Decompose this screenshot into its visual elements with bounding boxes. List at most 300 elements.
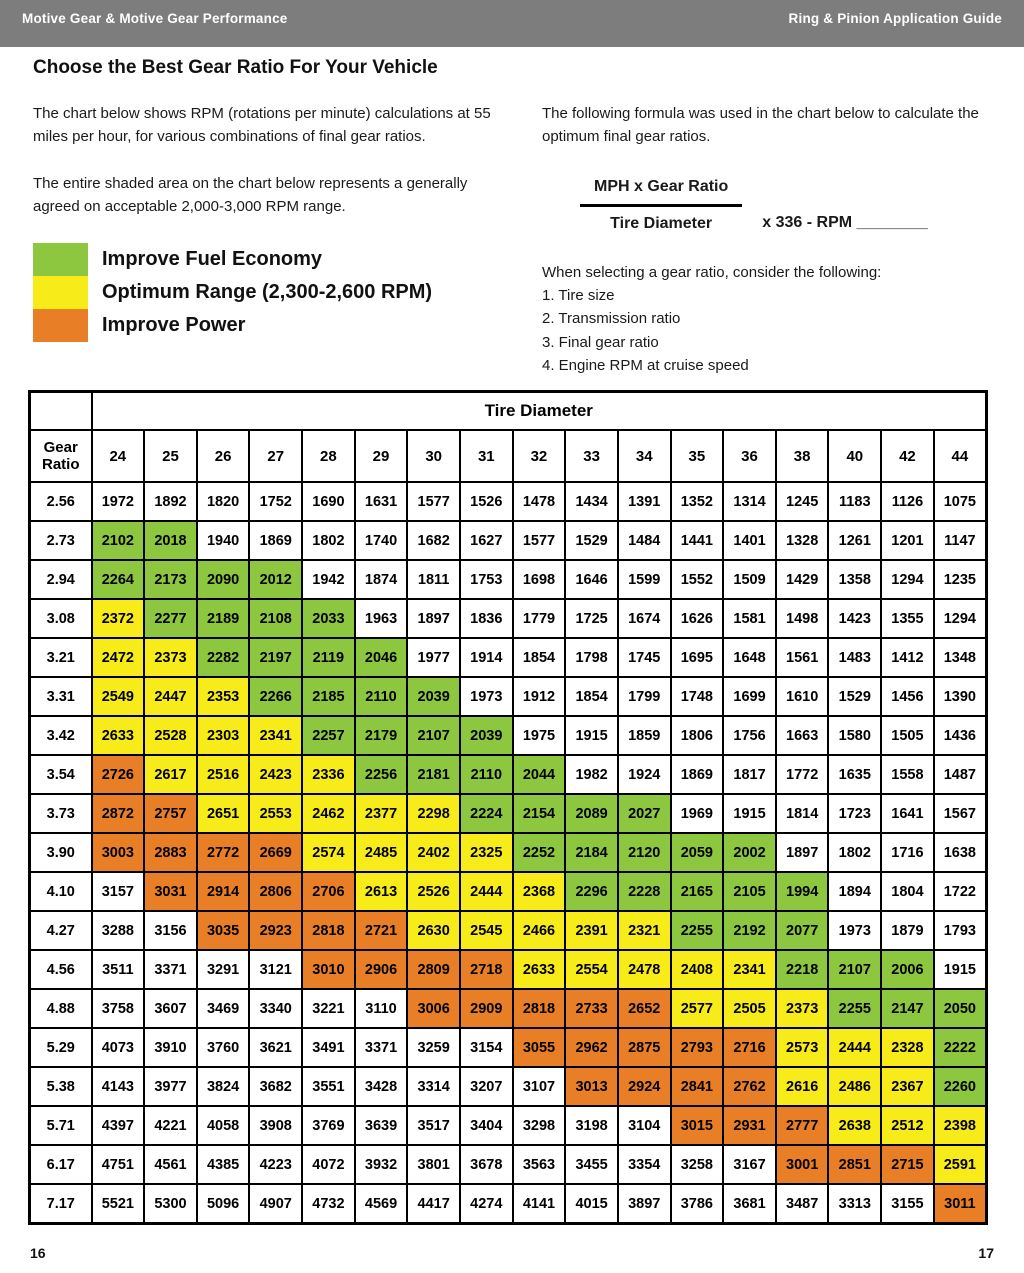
- considerations-list: [542, 284, 994, 377]
- gear-ratio-cell: 3.73: [30, 794, 92, 833]
- rpm-cell: 3207: [460, 1067, 513, 1106]
- rpm-cell: 2255: [828, 989, 881, 1028]
- rpm-cell: 2224: [460, 794, 513, 833]
- rpm-cell: 2179: [355, 716, 408, 755]
- rpm-cell: 4569: [355, 1184, 408, 1224]
- rpm-cell: 2336: [302, 755, 355, 794]
- rpm-cell: 2462: [302, 794, 355, 833]
- rpm-cell: 1756: [723, 716, 776, 755]
- gear-ratio-cell: 4.27: [30, 911, 92, 950]
- rpm-cell: 3371: [355, 1028, 408, 1067]
- rpm-cell: 2577: [671, 989, 724, 1028]
- rpm-cell: 3681: [723, 1184, 776, 1224]
- rpm-cell: 3156: [144, 911, 197, 950]
- rpm-cell: 3621: [249, 1028, 302, 1067]
- formula-column: [542, 103, 994, 377]
- rpm-cell: 2809: [407, 950, 460, 989]
- rpm-cell: 2298: [407, 794, 460, 833]
- rpm-cell: 2181: [407, 755, 460, 794]
- rpm-cell: 2591: [934, 1145, 987, 1184]
- rpm-cell: 1963: [355, 599, 408, 638]
- rpm-cell: 2039: [460, 716, 513, 755]
- rpm-cell: 2408: [671, 950, 724, 989]
- rpm-cell: 1075: [934, 482, 987, 521]
- gear-ratio-cell: 4.88: [30, 989, 92, 1028]
- rpm-cell: 1682: [407, 521, 460, 560]
- rpm-cell: 1328: [776, 521, 829, 560]
- rpm-cell: 1973: [828, 911, 881, 950]
- rpm-cell: 1526: [460, 482, 513, 521]
- rpm-cell: 3371: [144, 950, 197, 989]
- rpm-cell: 2222: [934, 1028, 987, 1067]
- rpm-cell: 1627: [460, 521, 513, 560]
- rpm-cell: 1699: [723, 677, 776, 716]
- rpm-cell: 1648: [723, 638, 776, 677]
- consideration-item: 4. Engine RPM at cruise speed: [542, 356, 749, 374]
- rpm-cell: 2059: [671, 833, 724, 872]
- rpm-cell: 3354: [618, 1145, 671, 1184]
- tire-diameter-header: Tire Diameter: [92, 392, 987, 431]
- rpm-cell: 4223: [249, 1145, 302, 1184]
- gear-ratio-formula: [580, 175, 994, 237]
- rpm-cell: 1869: [671, 755, 724, 794]
- rpm-cell: 2512: [881, 1106, 934, 1145]
- tire-diameter-col-28: 28: [302, 430, 355, 482]
- rpm-cell: 1894: [828, 872, 881, 911]
- rpm-cell: 3313: [828, 1184, 881, 1224]
- rpm-cell: 5096: [197, 1184, 250, 1224]
- rpm-cell: 1698: [513, 560, 566, 599]
- rpm-cell: 4751: [92, 1145, 145, 1184]
- rpm-cell: 1577: [513, 521, 566, 560]
- rpm-cell: 2197: [249, 638, 302, 677]
- rpm-cell: 2277: [144, 599, 197, 638]
- rpm-cell: 2651: [197, 794, 250, 833]
- rpm-cell: 2909: [460, 989, 513, 1028]
- rpm-cell: 4058: [197, 1106, 250, 1145]
- rpm-cell: 5521: [92, 1184, 145, 1224]
- rpm-cell: 3110: [355, 989, 408, 1028]
- page-number-right: 17: [978, 1245, 994, 1261]
- rpm-cell: 3013: [565, 1067, 618, 1106]
- page-number-left: 16: [30, 1245, 46, 1261]
- table-row: [30, 1067, 987, 1106]
- rpm-cell: 2423: [249, 755, 302, 794]
- rpm-cell: 1722: [934, 872, 987, 911]
- rpm-cell: 1631: [355, 482, 408, 521]
- rpm-cell: 1390: [934, 677, 987, 716]
- rpm-cell: 3291: [197, 950, 250, 989]
- rpm-cell: 1854: [565, 677, 618, 716]
- rpm-cell: 1977: [407, 638, 460, 677]
- rpm-cell: 1401: [723, 521, 776, 560]
- rpm-cell: 3001: [776, 1145, 829, 1184]
- rpm-cell: 2189: [197, 599, 250, 638]
- gear-ratio-cell: 2.73: [30, 521, 92, 560]
- rpm-cell: 1772: [776, 755, 829, 794]
- rpm-cell: 3977: [144, 1067, 197, 1106]
- rpm-cell: 2002: [723, 833, 776, 872]
- formula-fraction: [580, 175, 742, 237]
- rpm-cell: 1836: [460, 599, 513, 638]
- rpm-cell: 1982: [565, 755, 618, 794]
- rpm-cell: 3107: [513, 1067, 566, 1106]
- rpm-cell: 2256: [355, 755, 408, 794]
- rpm-cell: 2931: [723, 1106, 776, 1145]
- rpm-cell: 3011: [934, 1184, 987, 1224]
- legend-item: [33, 243, 432, 276]
- rpm-cell: 1358: [828, 560, 881, 599]
- rpm-cell: 2105: [723, 872, 776, 911]
- rpm-cell: 2165: [671, 872, 724, 911]
- header-left-title: Motive Gear & Motive Gear Performance: [22, 11, 288, 26]
- rpm-cell: 2818: [513, 989, 566, 1028]
- gear-ratio-cell: 4.56: [30, 950, 92, 989]
- rpm-cell: 2107: [407, 716, 460, 755]
- gear-ratio-cell: 6.17: [30, 1145, 92, 1184]
- rpm-cell: 3786: [671, 1184, 724, 1224]
- rpm-cell: 2526: [407, 872, 460, 911]
- rpm-cell: 2120: [618, 833, 671, 872]
- rpm-cell: 2039: [407, 677, 460, 716]
- rpm-cell: 1663: [776, 716, 829, 755]
- page-header-bar: [0, 0, 1024, 47]
- rpm-cell: 2466: [513, 911, 566, 950]
- table-row: [30, 755, 987, 794]
- rpm-cell: 2447: [144, 677, 197, 716]
- rpm-cell: 4072: [302, 1145, 355, 1184]
- rpm-cell: 2185: [302, 677, 355, 716]
- rpm-cell: 1975: [513, 716, 566, 755]
- rpm-cell: 2906: [355, 950, 408, 989]
- gear-ratio-considerations: [542, 261, 994, 377]
- intro-paragraph-1: The chart below shows RPM (rotations per minute) calculations at 55 miles per hour, for various combinations of final gear ratios.: [33, 105, 491, 145]
- gear-ratio-cell: 5.29: [30, 1028, 92, 1067]
- rpm-cell: 3221: [302, 989, 355, 1028]
- rpm-cell: 2372: [92, 599, 145, 638]
- rpm-cell: 1126: [881, 482, 934, 521]
- rpm-cell: 2119: [302, 638, 355, 677]
- rpm-cell: 2505: [723, 989, 776, 1028]
- rpm-cell: 1314: [723, 482, 776, 521]
- rpm-cell: 2373: [776, 989, 829, 1028]
- rpm-cell: 2325: [460, 833, 513, 872]
- rpm-cell: 1635: [828, 755, 881, 794]
- rpm-cell: 3003: [92, 833, 145, 872]
- rpm-cell: 1429: [776, 560, 829, 599]
- legend-label: Optimum Range (2,300-2,600 RPM): [102, 281, 433, 303]
- rpm-cell: 3639: [355, 1106, 408, 1145]
- rpm-cell: 2184: [565, 833, 618, 872]
- rpm-cell: 3167: [723, 1145, 776, 1184]
- rpm-cell: 1567: [934, 794, 987, 833]
- rpm-cell: 1793: [934, 911, 987, 950]
- rpm-cell: 2018: [144, 521, 197, 560]
- rpm-cell: 3551: [302, 1067, 355, 1106]
- rpm-cell: 2726: [92, 755, 145, 794]
- table-row: [30, 1184, 987, 1224]
- rpm-cell: 2554: [565, 950, 618, 989]
- table-row: [30, 950, 987, 989]
- rpm-cell: 1912: [513, 677, 566, 716]
- rpm-cell: 1509: [723, 560, 776, 599]
- rpm-cell: 1529: [565, 521, 618, 560]
- rpm-cell: 3769: [302, 1106, 355, 1145]
- gear-ratio-cell: 2.94: [30, 560, 92, 599]
- tire-diameter-col-42: 42: [881, 430, 934, 482]
- tire-diameter-col-27: 27: [249, 430, 302, 482]
- rpm-cell: 2260: [934, 1067, 987, 1106]
- rpm-cell: 2373: [144, 638, 197, 677]
- gear-ratio-cell: 2.56: [30, 482, 92, 521]
- rpm-cell: 2630: [407, 911, 460, 950]
- rpm-cell: 1441: [671, 521, 724, 560]
- rpm-cell: 1294: [881, 560, 934, 599]
- rpm-cell: 3198: [565, 1106, 618, 1145]
- rpm-cell: 1915: [723, 794, 776, 833]
- rpm-cell: 2553: [249, 794, 302, 833]
- rpm-cell: 3155: [881, 1184, 934, 1224]
- rpm-cell: 2528: [144, 716, 197, 755]
- rpm-cell: 1261: [828, 521, 881, 560]
- rpm-cell: 1487: [934, 755, 987, 794]
- tire-diameter-col-30: 30: [407, 430, 460, 482]
- rpm-cell: 4907: [249, 1184, 302, 1224]
- rpm-cell: 3055: [513, 1028, 566, 1067]
- rpm-cell: 3006: [407, 989, 460, 1028]
- rpm-cell: 1674: [618, 599, 671, 638]
- table-row: [30, 482, 987, 521]
- rpm-cell: 1716: [881, 833, 934, 872]
- rpm-cell: 1505: [881, 716, 934, 755]
- rpm-cell: 1478: [513, 482, 566, 521]
- rpm-cell: 1752: [249, 482, 302, 521]
- rpm-cell: 1869: [249, 521, 302, 560]
- rpm-cell: 1745: [618, 638, 671, 677]
- rpm-cell: 1599: [618, 560, 671, 599]
- rpm-cell: 3258: [671, 1145, 724, 1184]
- table-row: [30, 521, 987, 560]
- table-row: [30, 638, 987, 677]
- intro-paragraph-2: The entire shaded area on the chart below represents a generally agreed on acceptable 2,000-3,000 RPM range.: [33, 174, 468, 215]
- table-row: [30, 1145, 987, 1184]
- rpm-cell: 4141: [513, 1184, 566, 1224]
- rpm-cell: 1552: [671, 560, 724, 599]
- rpm-cell: 3607: [144, 989, 197, 1028]
- consideration-item: 1. Tire size: [542, 287, 615, 305]
- rpm-cell: 3104: [618, 1106, 671, 1145]
- rpm-cell: 4417: [407, 1184, 460, 1224]
- rpm-cell: 1610: [776, 677, 829, 716]
- rpm-cell: 1147: [934, 521, 987, 560]
- rpm-cell: 1892: [144, 482, 197, 521]
- rpm-cell: 2757: [144, 794, 197, 833]
- tire-diameter-col-25: 25: [144, 430, 197, 482]
- rpm-cell: 3157: [92, 872, 145, 911]
- rpm-cell: 2303: [197, 716, 250, 755]
- rpm-cell: 1484: [618, 521, 671, 560]
- rpm-cell: 1690: [302, 482, 355, 521]
- rpm-cell: 3035: [197, 911, 250, 950]
- tire-diameter-col-44: 44: [934, 430, 987, 482]
- table-corner-empty: [30, 392, 92, 431]
- table-row: [30, 599, 987, 638]
- rpm-cell: 2257: [302, 716, 355, 755]
- rpm-cell: 2485: [355, 833, 408, 872]
- rpm-cell: 1804: [881, 872, 934, 911]
- rpm-cell: 1811: [407, 560, 460, 599]
- gear-ratio-cell: 3.31: [30, 677, 92, 716]
- rpm-cell: 3340: [249, 989, 302, 1028]
- rpm-cell: 2006: [881, 950, 934, 989]
- rpm-cell: 2706: [302, 872, 355, 911]
- rpm-cell: 2044: [513, 755, 566, 794]
- rpm-cell: 3031: [144, 872, 197, 911]
- rpm-cell: 3801: [407, 1145, 460, 1184]
- rpm-cell: 1581: [723, 599, 776, 638]
- table-row: [30, 677, 987, 716]
- rpm-cell: 2638: [828, 1106, 881, 1145]
- rpm-table: [28, 390, 988, 1225]
- rpm-cell: 2777: [776, 1106, 829, 1145]
- rpm-cell: 1391: [618, 482, 671, 521]
- rpm-cell: 2718: [460, 950, 513, 989]
- rpm-cell: 2574: [302, 833, 355, 872]
- rpm-cell: 1924: [618, 755, 671, 794]
- rpm-cell: 2721: [355, 911, 408, 950]
- formula-suffix: x 336 - RPM ________: [762, 214, 928, 232]
- gear-ratio-cell: 3.42: [30, 716, 92, 755]
- rpm-cell: 1352: [671, 482, 724, 521]
- tire-diameter-col-29: 29: [355, 430, 408, 482]
- gear-ratio-corner-header: Gear Ratio: [30, 430, 92, 482]
- rpm-cell: 2012: [249, 560, 302, 599]
- table-row: [30, 794, 987, 833]
- rpm-cell: 3491: [302, 1028, 355, 1067]
- rpm-cell: 2616: [776, 1067, 829, 1106]
- rpm-cell: 1561: [776, 638, 829, 677]
- consideration-item: 2. Transmission ratio: [542, 310, 681, 328]
- rpm-cell: 3015: [671, 1106, 724, 1145]
- rpm-cell: 2252: [513, 833, 566, 872]
- rpm-cell: 4274: [460, 1184, 513, 1224]
- formula-numerator: MPH x Gear Ratio: [580, 175, 742, 207]
- rpm-cell: 4397: [92, 1106, 145, 1145]
- intro-left-column: [33, 103, 498, 243]
- rpm-cell: 2102: [92, 521, 145, 560]
- rpm-cell: 1348: [934, 638, 987, 677]
- rpm-cell: 2516: [197, 755, 250, 794]
- rpm-cell: 2218: [776, 950, 829, 989]
- rpm-cell: 1817: [723, 755, 776, 794]
- rpm-cell: 3678: [460, 1145, 513, 1184]
- rpm-cell: 2077: [776, 911, 829, 950]
- rpm-cell: 1814: [776, 794, 829, 833]
- rpm-cell: 1973: [460, 677, 513, 716]
- rpm-cell: 1529: [828, 677, 881, 716]
- rpm-cell: 3288: [92, 911, 145, 950]
- gear-ratio-cell: 4.10: [30, 872, 92, 911]
- rpm-cell: 4732: [302, 1184, 355, 1224]
- tire-diameter-col-26: 26: [197, 430, 250, 482]
- rpm-cell: 2046: [355, 638, 408, 677]
- rpm-cell: 3517: [407, 1106, 460, 1145]
- rpm-cell: 1798: [565, 638, 618, 677]
- rpm-table-container: [28, 390, 985, 1225]
- rpm-cell: 2255: [671, 911, 724, 950]
- rpm-cell: 2793: [671, 1028, 724, 1067]
- rpm-cell: 3511: [92, 950, 145, 989]
- rpm-cell: 1577: [407, 482, 460, 521]
- rpm-cell: 1802: [828, 833, 881, 872]
- rpm-cell: 2924: [618, 1067, 671, 1106]
- rpm-cell: 2923: [249, 911, 302, 950]
- table-row: [30, 989, 987, 1028]
- rpm-cell: 2762: [723, 1067, 776, 1106]
- rpm-cell: 1897: [407, 599, 460, 638]
- rpm-cell: 4561: [144, 1145, 197, 1184]
- rpm-cell: 1874: [355, 560, 408, 599]
- rpm-cell: 1201: [881, 521, 934, 560]
- rpm-cell: 2875: [618, 1028, 671, 1067]
- rpm-cell: 2652: [618, 989, 671, 1028]
- rpm-cell: 3682: [249, 1067, 302, 1106]
- rpm-cell: 1558: [881, 755, 934, 794]
- gear-ratio-cell: 5.38: [30, 1067, 92, 1106]
- rpm-cell: 3760: [197, 1028, 250, 1067]
- rpm-cell: 2173: [144, 560, 197, 599]
- rpm-cell: 3404: [460, 1106, 513, 1145]
- rpm-cell: 3259: [407, 1028, 460, 1067]
- rpm-cell: 1914: [460, 638, 513, 677]
- legend-label: Improve Power: [102, 314, 246, 336]
- tire-diameter-col-36: 36: [723, 430, 776, 482]
- table-title-row: [30, 392, 987, 431]
- tire-diameter-col-34: 34: [618, 430, 671, 482]
- legend-item: [33, 309, 432, 342]
- rpm-cell: 3455: [565, 1145, 618, 1184]
- rpm-cell: 2377: [355, 794, 408, 833]
- rpm-cell: 3469: [197, 989, 250, 1028]
- rpm-cell: 2716: [723, 1028, 776, 1067]
- table-row: [30, 716, 987, 755]
- rpm-cell: 1641: [881, 794, 934, 833]
- rpm-cell: 1802: [302, 521, 355, 560]
- rpm-cell: 1245: [776, 482, 829, 521]
- rpm-cell: 1294: [934, 599, 987, 638]
- rpm-cell: 3908: [249, 1106, 302, 1145]
- rpm-cell: 2818: [302, 911, 355, 950]
- rpm-cell: 2367: [881, 1067, 934, 1106]
- table-columns-row: [30, 430, 987, 482]
- rpm-cell: 2633: [92, 716, 145, 755]
- legend-swatch-orange: [33, 309, 88, 342]
- tire-diameter-col-35: 35: [671, 430, 724, 482]
- rpm-cell: 3428: [355, 1067, 408, 1106]
- legend-label: Improve Fuel Economy: [102, 248, 323, 270]
- rpm-cell: 3758: [92, 989, 145, 1028]
- table-row: [30, 1106, 987, 1145]
- rpm-cell: 2264: [92, 560, 145, 599]
- rpm-cell: 1423: [828, 599, 881, 638]
- rpm-cell: 1638: [934, 833, 987, 872]
- rpm-cell: 1779: [513, 599, 566, 638]
- color-legend: [33, 243, 432, 342]
- rpm-cell: 4143: [92, 1067, 145, 1106]
- rpm-cell: 2472: [92, 638, 145, 677]
- rpm-cell: 2398: [934, 1106, 987, 1145]
- rpm-cell: 1854: [513, 638, 566, 677]
